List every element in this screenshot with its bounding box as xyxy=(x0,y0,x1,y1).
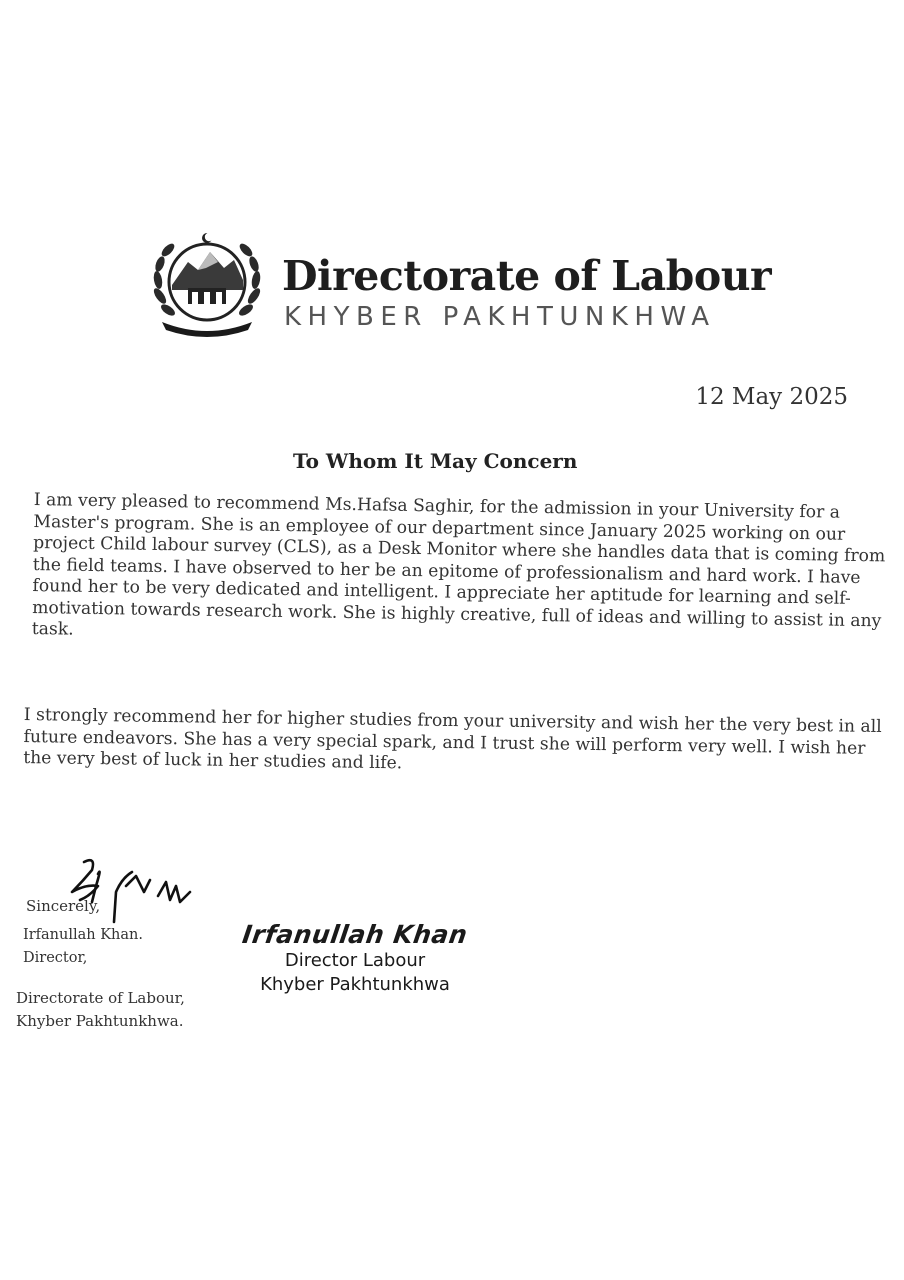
letter-date: 12 May 2025 xyxy=(695,384,848,410)
signatory-title: Director, xyxy=(23,949,88,966)
closing-salutation: Sincerely, xyxy=(26,897,101,915)
official-stamp xyxy=(240,920,470,997)
letterhead xyxy=(148,230,772,340)
organization-name: Directorate of Labour xyxy=(282,252,772,300)
stamp-name: Irfanullah Khan xyxy=(240,920,470,949)
signatory-organization: Directorate of Labour, xyxy=(16,989,185,1008)
stamp-region: Khyber Pakhtunkhwa xyxy=(260,974,450,995)
signatory-region: Khyber Pakhtunkhwa. xyxy=(16,1012,184,1031)
closing-block xyxy=(14,895,185,1034)
stamp-title: Director Labour xyxy=(284,950,426,971)
organization-region: KHYBER PAKHTUNKHWA xyxy=(284,302,716,332)
emblem-logo xyxy=(148,230,266,338)
body-paragraph-1: I am very pleased to recommend Ms.Hafsa Saghir, for the admission in your University for a Master's program. She is an employee of our department since January 2025 working on our project Child labour survey (CLS), as a Desk Monitor where she handles data that is coming from the field teams. I have observed to her be an epitome of professionalism and hard work. I have found her to be very dedicated and intelligent. I appreciate her aptitude for learning and self-motivation towards research work. She is highly creative, full of ideas and willing to assist in any task. xyxy=(31,490,886,640)
body-paragraph-2: I strongly recommend her for higher studies from your university and wish her the very best in all future endeavors. She has a very special spark, and I trust she will perform very well. I wish her the very best of luck in her studies and life. xyxy=(23,705,882,774)
letter-subject: To Whom It May Concern xyxy=(293,449,578,473)
signatory-name: Irfanullah Khan. xyxy=(23,927,143,944)
